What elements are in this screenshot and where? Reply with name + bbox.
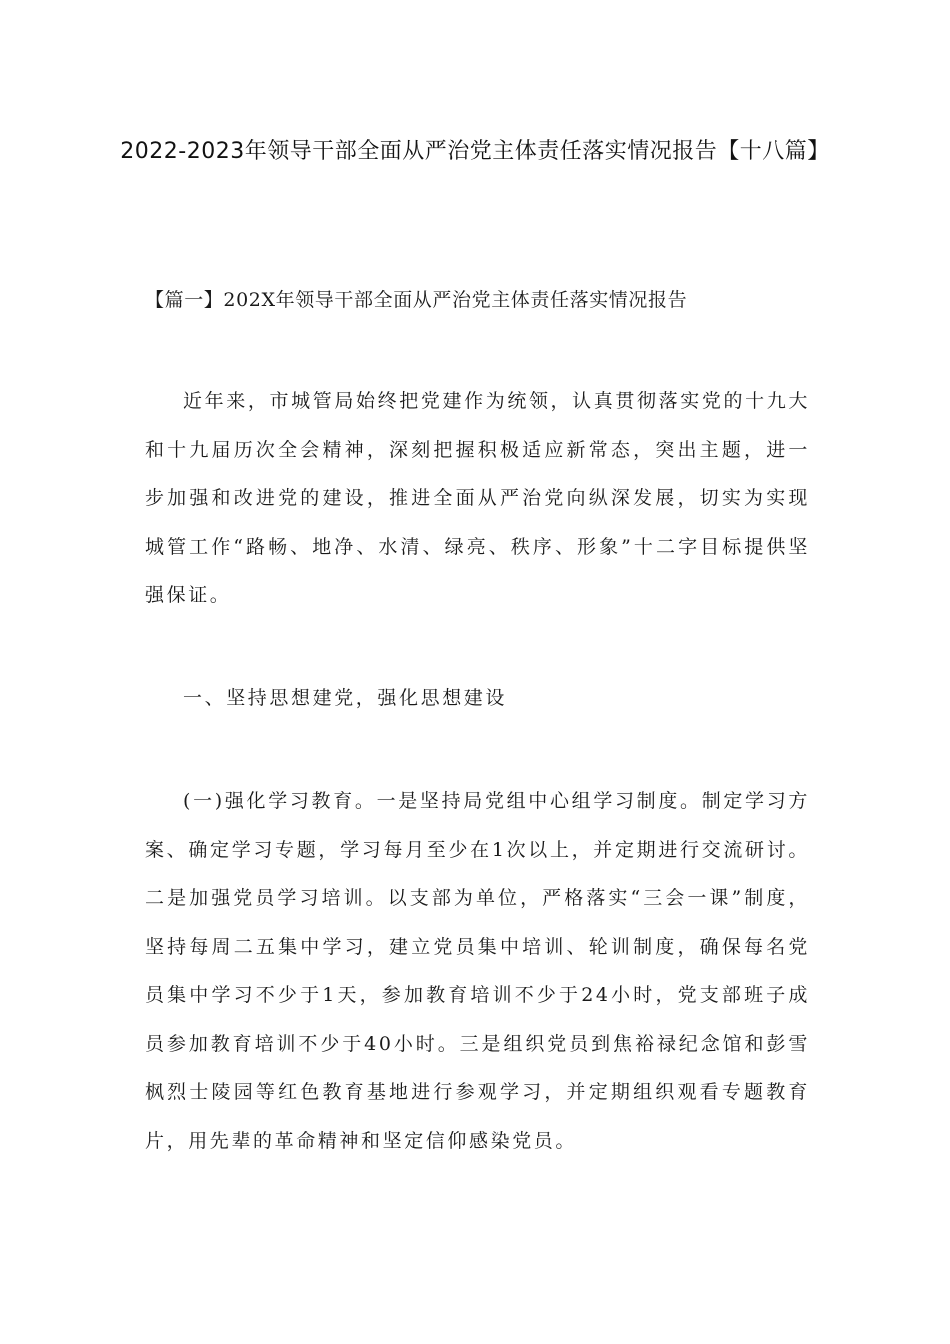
intro-paragraph: 近年来，市城管局始终把党建作为统领，认真贯彻落实党的十九大和十九届历次全会精神，深刻把握积极适应新常态，突出主题，进一步加强和改进党的建设，推进全面从严治党向纵深发展，切实为实现城管工作“路畅、地净、水清、绿亮、秩序、形象”十二字目标提供坚强保证。 bbox=[145, 390, 810, 606]
section-subtitle: 【篇一】202X年领导干部全面从严治党主体责任落实情况报告 bbox=[145, 289, 688, 311]
document-title: 2022-2023年领导干部全面从严治党主体责任落实情况报告【十八篇】 bbox=[120, 139, 830, 164]
section-heading: 一、坚持思想建党，强化思想建设 bbox=[183, 687, 508, 709]
study-education-paragraph: (一)强化学习教育。一是坚持局党组中心组学习制度。制定学习方案、确定学习专题，学习每月至少在1次以上，并定期进行交流研讨。二是加强党员学习培训。以支部为单位，严格落实“三会一课”制度，坚持每周二五集中学习，建立党员集中培训、轮训制度，确保每名党员集中学习不少于1天，参加教育培训不少于24小时，党支部班子成员参加教育培训不少于40小时。三是组织党员到焦裕禄纪念馆和彭雪枫烈士陵园等红色教育基地进行参观学习，并定期组织观看专题教育片，用先辈的革命精神和坚定信仰感染党员。 bbox=[145, 790, 810, 1152]
